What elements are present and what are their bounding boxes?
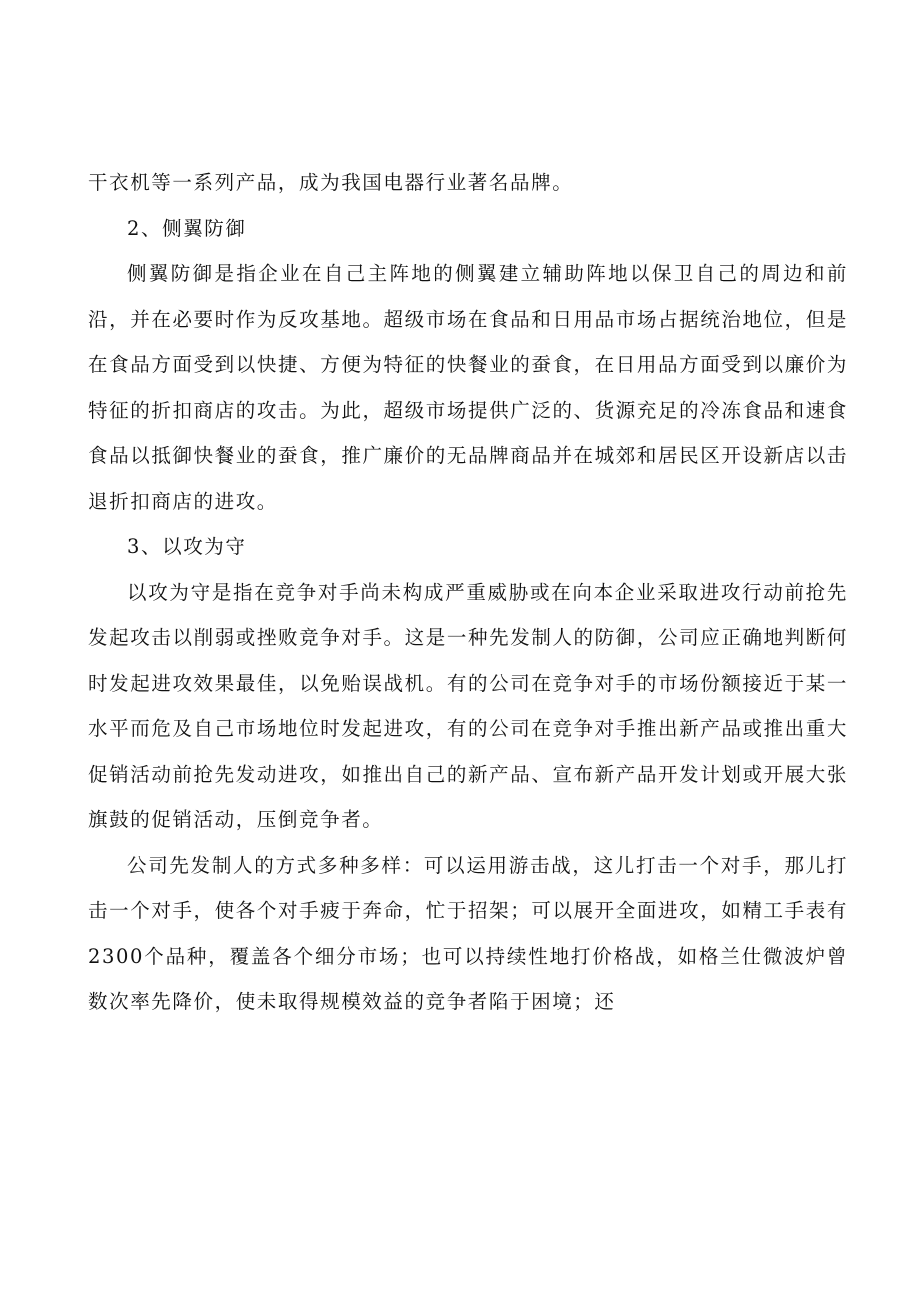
section-heading-offensive-defense: 3、以攻为守 [127,535,247,558]
paragraph-offensive-defense: 以攻为守是指在竞争对手尚未构成严重威胁或在向本企业采取进攻行动前抢先发起攻击以削弱或挫败竞争对手。这是一种先发制人的防御，公司应正确地判断何时发起进攻效果最佳，以免贻误战机。有的公司在竞争对手的市场份额接近于某一水平而危及自己市场地位时发起进攻，有的公司在竞争对手推出新产品或推出重大促销活动前抢先发动进攻，如推出自己的新产品、宣布新产品开发计划或开展大张旗鼓的促销活动，压倒竞争者。 [88,580,848,831]
paragraph-flank-defense: 侧翼防御是指企业在自己主阵地的侧翼建立辅助阵地以保卫自己的周边和前沿，并在必要时作为反攻基地。超级市场在食品和日用品市场占据统治地位，但是在食品方面受到以快捷、方便为特征的快餐业的蚕食，在日用品方面受到以廉价为特征的折扣商店的攻击。为此，超级市场提供广泛的、货源充足的冷冻食品和速食食品以抵御快餐业的蚕食，推广廉价的无品牌商品并在城郊和居民区开设新店以击退折扣商店的进攻。 [88,262,848,513]
paragraph-preemptive-methods: 公司先发制人的方式多种多样：可以运用游击战，这儿打击一个对手，那儿打击一个对手，使各个对手疲于奔命，忙于招架；可以展开全面进攻，如精工手表有2300个品种，覆盖各个细分市场；也可以持续性地打价格战，如格兰仕微波炉曾数次率先降价，使未取得规模效益的竞争者陷于困境；还 [88,853,848,1013]
paragraph-continuation: 干衣机等一系列产品，成为我国电器行业著名品牌。 [88,171,574,194]
section-heading-flank-defense: 2、侧翼防御 [127,216,247,240]
document-body [88,160,848,1025]
